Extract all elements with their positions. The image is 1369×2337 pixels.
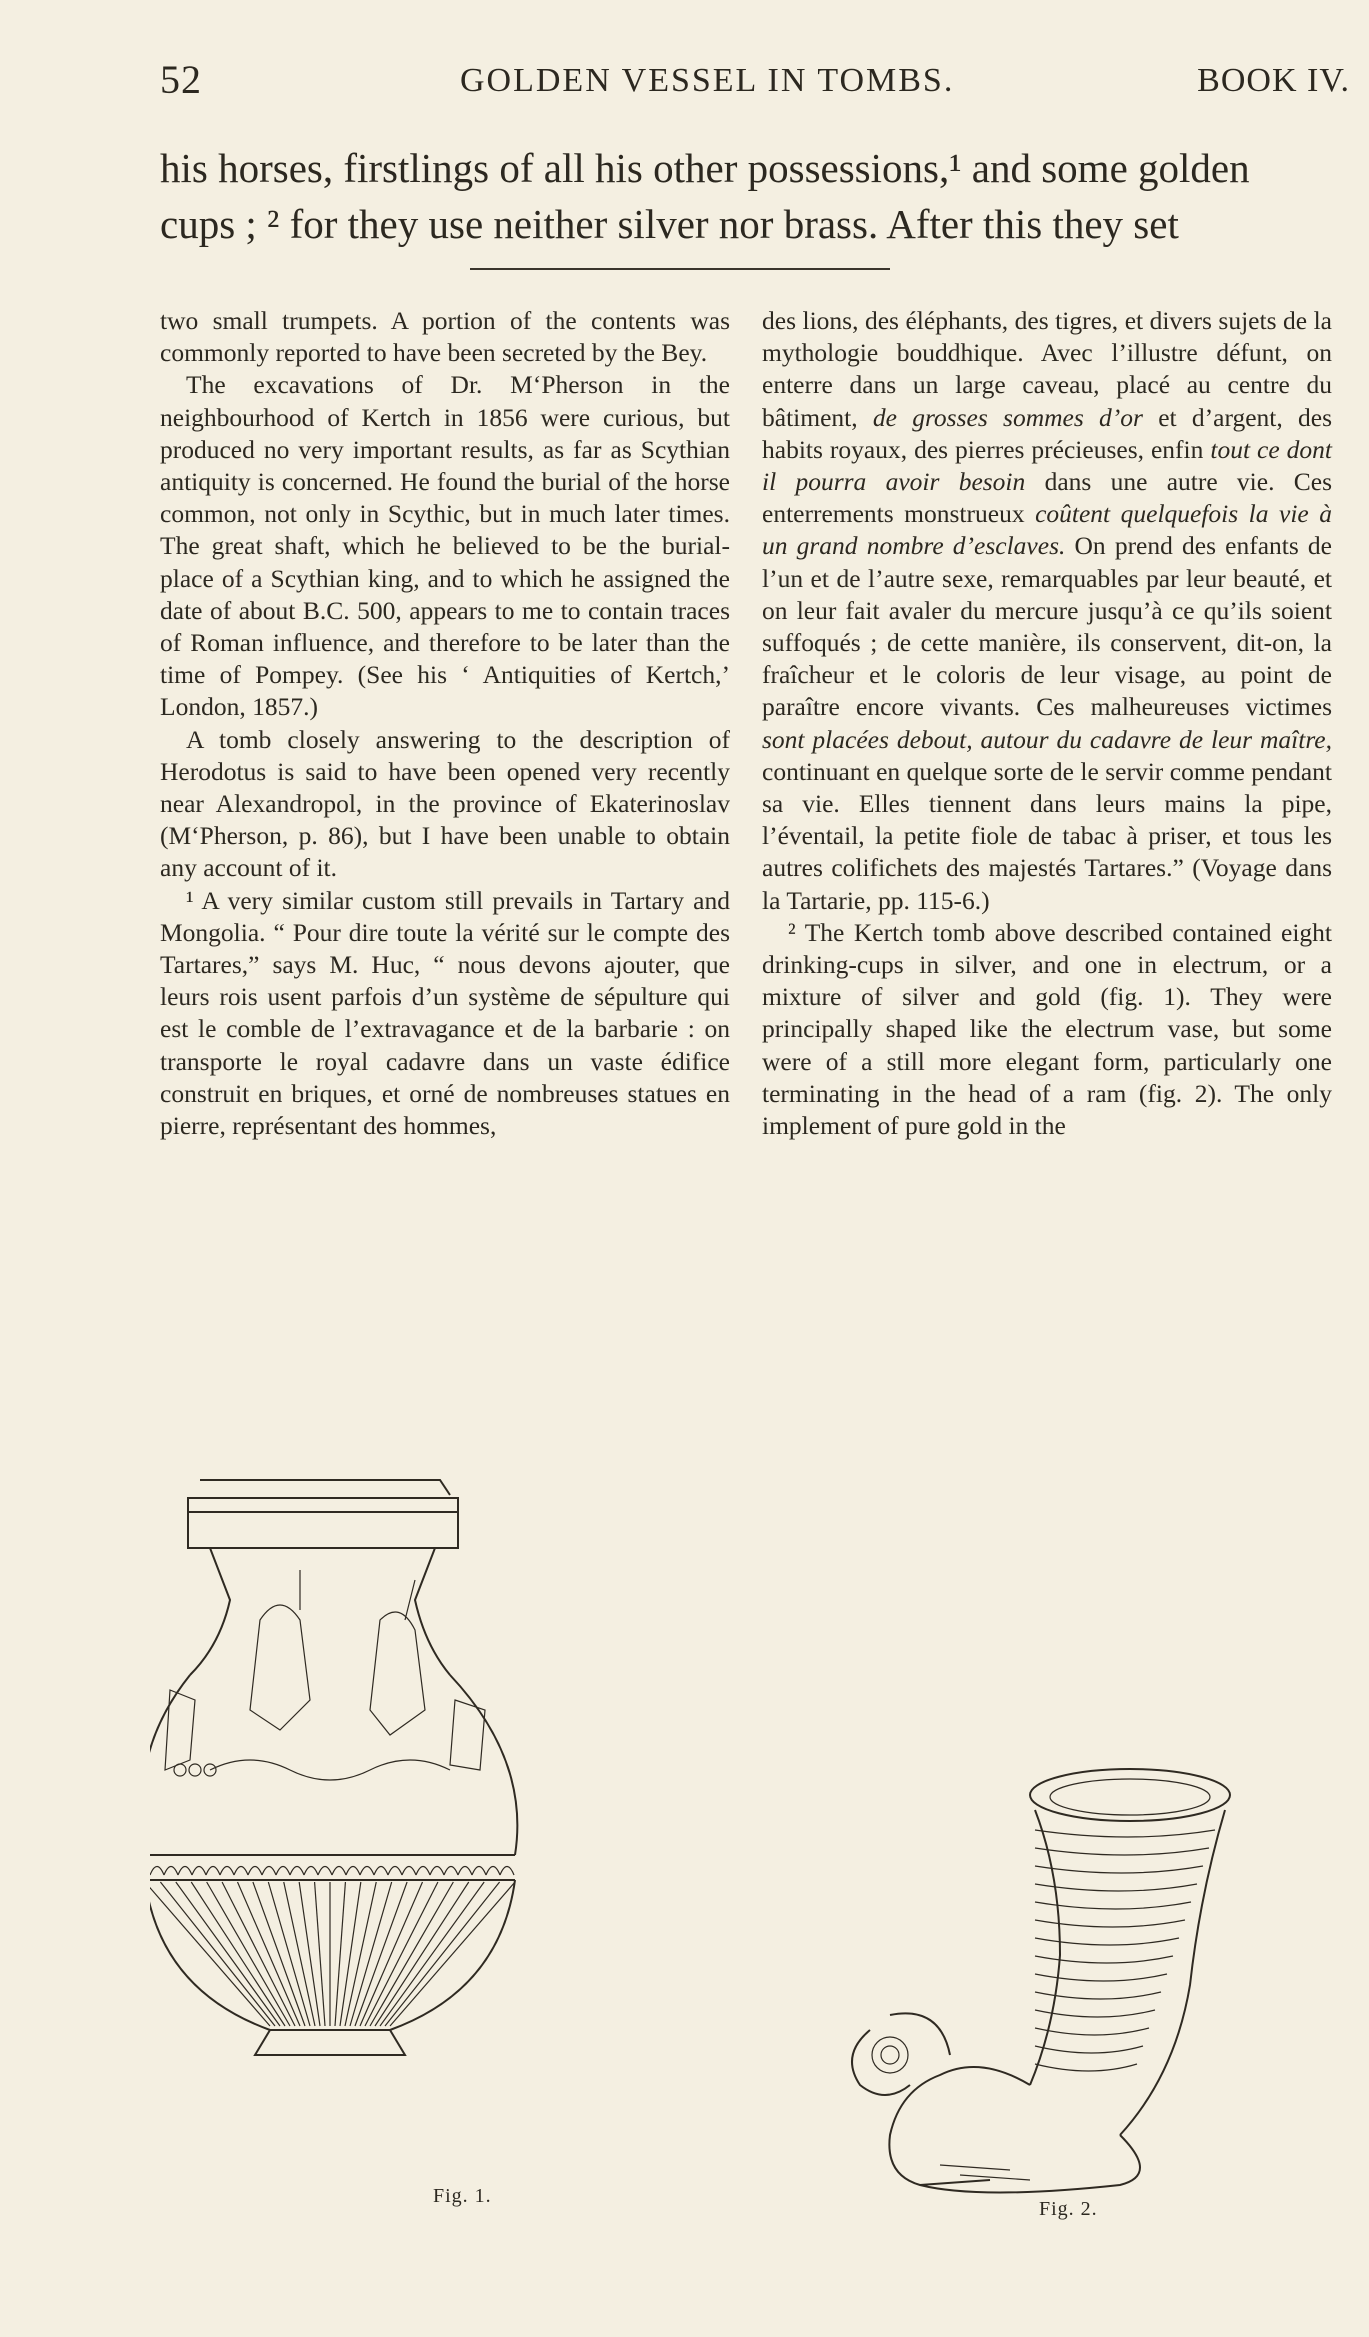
book-label: BOOK IV. xyxy=(1197,62,1350,99)
figure-2-caption: Fig. 2. xyxy=(1039,2198,1098,2220)
footnote-2: ² The Kertch tomb above described contained eight drinking-cups in silver, and one in electrum, or a mixture of silver and gold (fig. 1). They were principally shaped like the electrum vase, but some were of a still more elegant form, particularly one terminating in the head of a ram (fig. 2). The only implement of pure gold in the xyxy=(762,917,1332,1141)
figure-1-caption: Fig. 1. xyxy=(433,2185,492,2207)
main-text-line-2: cups ; ² for they use neither silver nor brass. After this they set xyxy=(160,201,1179,247)
footnote-column-right xyxy=(762,305,1332,1142)
italic-phrase: de grosses sommes d’or xyxy=(872,402,1143,432)
footnote-column-left xyxy=(160,305,730,1142)
main-text-line-1: his horses, firstlings of all his other possessions,¹ and some golden xyxy=(160,145,1250,191)
running-title: GOLDEN VESSEL IN TOMBS. xyxy=(460,62,955,99)
running-header xyxy=(160,48,1350,108)
main-text xyxy=(160,140,1350,252)
footnote-1-continued: des lions, des éléphants, des tigres, et divers sujets de la mythologie bouddhique. Avec l’illustre défunt, on enterre dans un large caveau, placé au centre du bâtiment, de grosses sommes d’or et d’argent, des habits royaux, des pierres précieuses, enfin tout ce dont il pourra avoir besoin dans une autre vie. Ces enterrements monstrueux coûtent quelquefois la vie à un grand nombre d’esclaves. On prend des enfants de l’un et de l’autre sexe, remarquables par leur beauté, et on leur fait avaler du mercure jusqu’à ce qu’ils soient suffoqués ; de cette manière, ils conservent, dit-on, la fraîcheur et le coloris de leur visage, au point de paraître encore vivants. Ces malheureuses victimes sont placées debout, autour du cadavre de leur maître, continuant en quelque sorte de le servir comme pendant sa vie. Elles tiennent dans leurs mains la pipe, l’éventail, la petite fiole de tabac à priser, et tous les autres colifichets des majestés Tartares.” (Voyage dans la Tartarie, pp. 115-6.) xyxy=(762,306,1333,915)
italic-phrase: tout ce dont il pourra avoir besoin xyxy=(762,434,1332,497)
figure-2-ram-rhyton xyxy=(830,1755,1350,2235)
italic-phrase: coûtent quelquefois la vie à un grand nombre d’esclaves. xyxy=(762,499,1332,561)
footnote-paragraph: A tomb closely answering to the description of Herodotus is said to have been opened very recently near Alexandropol, in the province of Ekaterinoslav (M‘Pherson, p. 86), but I have been unable to obtain any account of it. xyxy=(160,724,730,883)
figure-1-electrum-vase xyxy=(150,1470,760,2190)
footnote-paragraph: two small trumpets. A portion of the contents was commonly reported to have been secreted by the Bey. xyxy=(160,306,730,368)
page-number: 52 xyxy=(160,57,202,102)
footnote-paragraph: The excavations of Dr. M‘Pherson in the neighbourhood of Kertch in 1856 were curious, but produced no very important results, as far as Scythian antiquity is concerned. He found the burial of the horse common, not only in Scythic, but in much later times. The great shaft, which he believed to be the burial-place of a Scythian king, and to which he assigned the date of about B.C. 500, appears to me to contain traces of Roman influence, and therefore to be later than the time of Pompey. (See his ‘ Antiquities of Kertch,’ London, 1857.) xyxy=(160,370,730,722)
italic-phrase: sont placées debout, autour du cadavre de leur maître, xyxy=(762,724,1332,754)
footnote-divider xyxy=(470,268,890,270)
footnote-1: ¹ A very similar custom still prevails in Tartary and Mongolia. “ Pour dire toute la vérité sur le compte des Tartares,” says M. Huc, “ nous devons ajouter, que leurs rois usent parfois d’un système de sépulture qui est le comble de l’extravagance et de la barbarie : on transporte le royal cadavre dans un vaste édifice construit en briques, et orné de nombreuses statues en pierre, représentant des hommes, xyxy=(160,885,730,1141)
